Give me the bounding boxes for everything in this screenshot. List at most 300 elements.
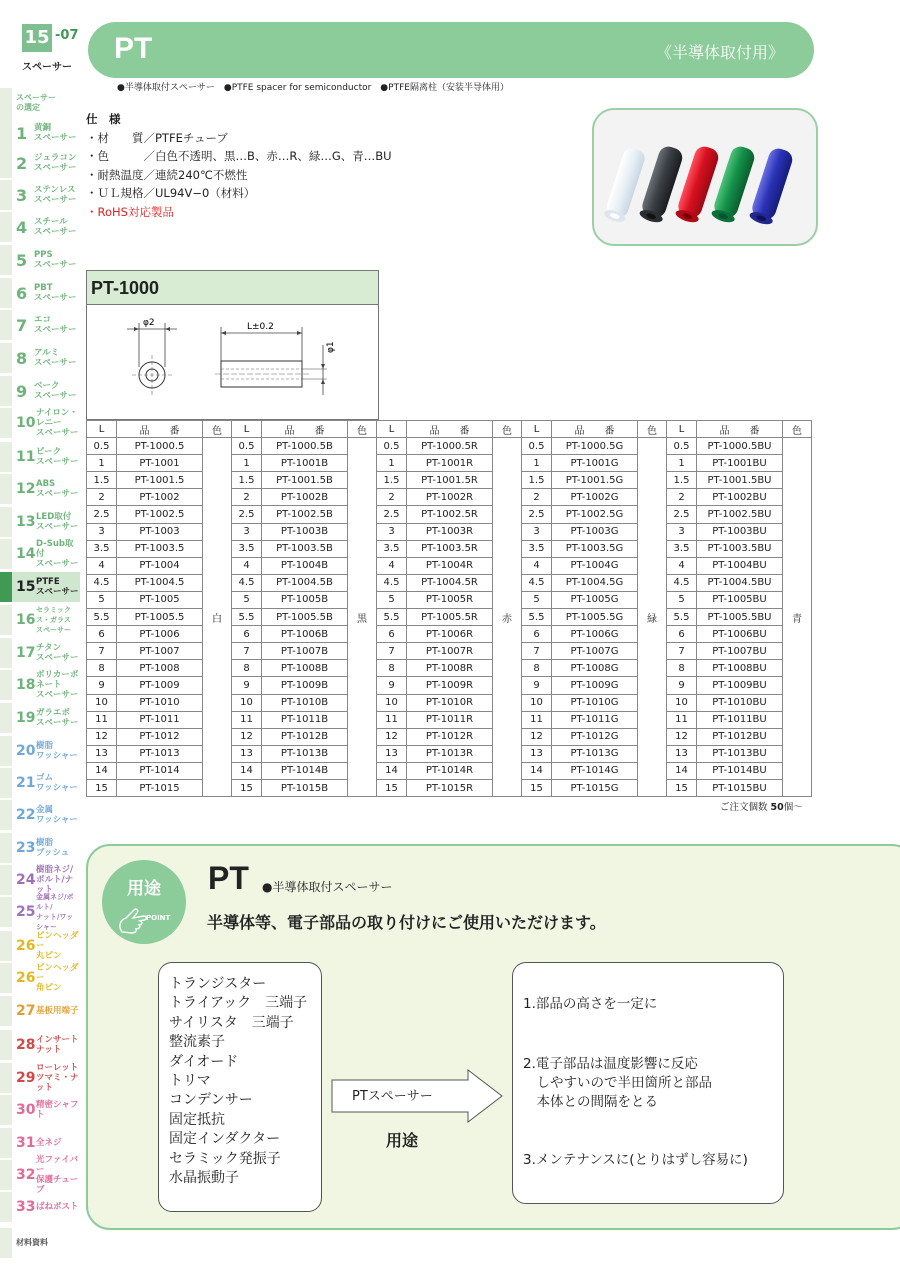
sidebar-item[interactable]: [0, 1192, 80, 1222]
length-cell: 3.5: [522, 540, 552, 557]
part-number-cell: PT-1013BU: [697, 745, 783, 762]
sidebar-item[interactable]: [0, 865, 80, 895]
sidebar-item-number: 8: [16, 348, 28, 368]
effect-item: 2.電子部品は温度影響に反応 しやすいので半田箇所と部品 本体との間隔をとる: [523, 1056, 712, 1110]
length-cell: 4.5: [232, 574, 262, 591]
sidebar-item-marker: [0, 670, 12, 700]
table-row: [87, 489, 812, 506]
length-cell: 0.5: [522, 438, 552, 455]
part-number-cell: PT-1002B: [262, 489, 348, 506]
sidebar-item[interactable]: [0, 1228, 80, 1258]
part-number-cell: PT-1001.5G: [552, 472, 638, 489]
sidebar-item[interactable]: [0, 893, 80, 931]
part-number-cell: PT-1000.5: [117, 438, 203, 455]
length-cell: 10: [232, 694, 262, 711]
table-row: [87, 711, 812, 728]
sidebar-item-label: LED取付 スペーサー: [36, 512, 79, 532]
part-number-cell: PT-1011R: [407, 711, 493, 728]
sidebar-item-marker: [0, 88, 12, 118]
part-number-cell: PT-1005G: [552, 591, 638, 608]
length-cell: 8: [232, 660, 262, 677]
length-cell: 13: [667, 745, 697, 762]
length-cell: 13: [87, 745, 117, 762]
sidebar-item[interactable]: [0, 703, 80, 733]
sidebar-item[interactable]: [0, 931, 80, 961]
point-label: POINT: [146, 914, 171, 922]
part-number-cell: PT-1007B: [262, 643, 348, 660]
spec-line: ・色 ／白色不透明、黒…B、赤…R、緑…G、青…BU: [86, 149, 392, 163]
length-cell: 15: [87, 779, 117, 796]
length-cell: 6: [377, 626, 407, 643]
length-cell: 1.5: [522, 472, 552, 489]
color-cell: 赤: [493, 438, 522, 797]
table-row: [87, 591, 812, 608]
table-row: [87, 762, 812, 779]
length-cell: 4.5: [522, 574, 552, 591]
component-item: 固定抵抗: [169, 1111, 225, 1128]
part-number-cell: PT-1003R: [407, 523, 493, 540]
table-row: [87, 677, 812, 694]
sidebar-item-number: 13: [16, 514, 36, 530]
sidebar-item-label: 精密シャフト: [36, 1100, 79, 1120]
length-cell: 5.5: [377, 609, 407, 626]
sidebar-item-label: スチール スペーサー: [34, 217, 77, 237]
part-number-cell: PT-1003.5B: [262, 540, 348, 557]
sidebar-item-marker: [0, 376, 12, 406]
sidebar-item-label: ゴム ワッシャー: [36, 773, 78, 793]
sidebar-item-label: スペーサー の選定: [16, 93, 56, 112]
length-cell: 14: [522, 762, 552, 779]
part-number-cell: PT-1002.5G: [552, 506, 638, 523]
sidebar-item[interactable]: [0, 507, 80, 537]
sidebar-item[interactable]: [0, 638, 80, 668]
length-cell: 4.5: [87, 574, 117, 591]
length-cell: 13: [522, 745, 552, 762]
sidebar-item-marker: [0, 833, 12, 863]
length-cell: 14: [667, 762, 697, 779]
table-row: [87, 506, 812, 523]
sidebar-item-marker: [0, 1063, 12, 1093]
part-number-cell: PT-1009G: [552, 677, 638, 694]
component-list-box: [158, 962, 322, 1212]
sidebar-item-marker: [0, 1128, 12, 1158]
sidebar-item-label: アルミ スペーサー: [34, 348, 77, 368]
column-header: 品 番: [552, 421, 638, 438]
lead-text: ●半導体取付スペーサー ●PTFE spacer for semiconductor ●PTFE隔离柱（安装半导体用）: [117, 83, 509, 93]
length-cell: 1: [232, 455, 262, 472]
sidebar-item-label: ポリカーボネート スペーサー: [36, 670, 79, 700]
sidebar-item-marker: [0, 148, 12, 178]
sidebar-item-label: ローレット ツマミ・ナット: [36, 1063, 79, 1093]
sidebar-item-number: 1: [16, 123, 28, 143]
part-number-cell: PT-1008: [117, 660, 203, 677]
length-cell: 1.5: [232, 472, 262, 489]
part-number-cell: PT-1011: [117, 711, 203, 728]
length-cell: 3: [87, 523, 117, 540]
sidebar-item-label: ピンヘッダー 角ピン: [36, 963, 79, 993]
length-cell: 5: [232, 591, 262, 608]
table-row: [87, 472, 812, 489]
part-number-cell: PT-1012R: [407, 728, 493, 745]
sidebar-item-number: 18: [16, 677, 36, 693]
sidebar-item[interactable]: [0, 572, 80, 602]
length-cell: 3: [377, 523, 407, 540]
sidebar-item[interactable]: [0, 833, 80, 863]
part-number-cell: PT-1013G: [552, 745, 638, 762]
part-number-cell: PT-1005: [117, 591, 203, 608]
length-cell: 0.5: [667, 438, 697, 455]
column-header: L: [377, 421, 407, 438]
usage-badge: 用途 POINT: [102, 860, 186, 944]
length-cell: 4.5: [377, 574, 407, 591]
length-cell: 7: [377, 643, 407, 660]
sidebar-item-label: ばねポスト: [36, 1202, 79, 1212]
part-number-cell: PT-1004B: [262, 557, 348, 574]
length-cell: 2.5: [522, 506, 552, 523]
part-number-cell: PT-1010B: [262, 694, 348, 711]
page-category: スペーサー: [22, 62, 72, 73]
length-cell: 3.5: [87, 540, 117, 557]
length-cell: 10: [522, 694, 552, 711]
length-cell: 1.5: [87, 472, 117, 489]
component-item: 整流素子: [169, 1034, 225, 1051]
length-cell: 8: [522, 660, 552, 677]
spacer-tubes-image: [594, 110, 818, 246]
sidebar-item-label: ピンヘッダー 丸ピン: [36, 931, 79, 961]
length-cell: 5: [87, 591, 117, 608]
sidebar-item[interactable]: [0, 118, 80, 148]
length-cell: 5.5: [87, 609, 117, 626]
length-cell: 0.5: [232, 438, 262, 455]
part-number-cell: PT-1002.5B: [262, 506, 348, 523]
length-cell: 7: [667, 643, 697, 660]
length-cell: 9: [232, 677, 262, 694]
part-number-cell: PT-1003.5BU: [697, 540, 783, 557]
sidebar-item-marker: [0, 118, 12, 148]
length-cell: 4: [667, 557, 697, 574]
sidebar-item[interactable]: [0, 376, 80, 406]
part-number-cell: PT-1002.5BU: [697, 506, 783, 523]
length-cell: 4.5: [667, 574, 697, 591]
sidebar-item[interactable]: [0, 148, 80, 178]
sidebar-item[interactable]: [0, 1095, 80, 1125]
length-cell: 11: [522, 711, 552, 728]
sidebar-item[interactable]: [0, 88, 80, 118]
part-number-cell: PT-1015G: [552, 779, 638, 796]
part-number-cell: PT-1001B: [262, 455, 348, 472]
length-cell: 1.5: [667, 472, 697, 489]
component-item: ダイオード: [169, 1053, 239, 1070]
sidebar-item-label: 光ファイバー 保護チューブ: [36, 1155, 79, 1195]
sidebar-item-number: 3: [16, 185, 28, 205]
sidebar-item-marker: [0, 638, 12, 668]
part-number-cell: PT-1012B: [262, 728, 348, 745]
part-number-cell: PT-1004BU: [697, 557, 783, 574]
table-row: [87, 523, 812, 540]
part-number-cell: PT-1014R: [407, 762, 493, 779]
part-number-cell: PT-1001.5B: [262, 472, 348, 489]
length-cell: 1: [377, 455, 407, 472]
sidebar-item[interactable]: [0, 245, 80, 275]
rohs-note: ・RoHS対応製品: [86, 204, 174, 219]
part-number-cell: PT-1014B: [262, 762, 348, 779]
page-title: PT: [114, 32, 153, 65]
table-row: [87, 574, 812, 591]
part-number-cell: PT-1001.5R: [407, 472, 493, 489]
component-item: サイリスタ 三端子: [169, 1014, 294, 1031]
sidebar-item-number: 2: [16, 153, 28, 173]
sidebar-item[interactable]: [0, 1063, 80, 1093]
column-header: 品 番: [407, 421, 493, 438]
sidebar-item-number: 23: [16, 840, 36, 856]
arrow-caption: 用途: [386, 1131, 419, 1150]
effect-item: 1.部品の高さを一定に: [523, 996, 658, 1012]
length-cell: 0.5: [377, 438, 407, 455]
part-number-cell: PT-1011B: [262, 711, 348, 728]
column-header: L: [87, 421, 117, 438]
sidebar-item[interactable]: [0, 605, 80, 635]
usage-description: 半導体等、電子部品の取り付けにご使用いただけます。: [207, 913, 606, 932]
page-subnumber: -07: [55, 28, 79, 43]
sidebar-item-number: 31: [16, 1135, 36, 1151]
length-cell: 15: [667, 779, 697, 796]
sidebar-item-number: 14: [16, 546, 36, 562]
length-cell: 4: [522, 557, 552, 574]
sidebar-item-number: 11: [16, 449, 36, 465]
sidebar-item[interactable]: [0, 212, 80, 242]
component-item: 水晶振動子: [169, 1170, 239, 1187]
sidebar-item[interactable]: [0, 1030, 80, 1060]
component-item: 固定インダクター: [169, 1131, 281, 1148]
sidebar-item-number: 15: [16, 579, 36, 595]
part-number-cell: PT-1001G: [552, 455, 638, 472]
color-cell: 黒: [348, 438, 377, 797]
length-cell: 1: [667, 455, 697, 472]
sidebar-item-marker: [0, 605, 12, 635]
part-number-cell: PT-1001R: [407, 455, 493, 472]
sidebar-item-number: 5: [16, 250, 28, 270]
length-cell: 1: [87, 455, 117, 472]
part-number-cell: PT-1003BU: [697, 523, 783, 540]
sidebar-item-number: 26: [16, 938, 36, 954]
sidebar-item[interactable]: [0, 1155, 80, 1195]
part-number-cell: PT-1000.5B: [262, 438, 348, 455]
column-header: 品 番: [262, 421, 348, 438]
page-header: [88, 22, 814, 78]
length-cell: 14: [377, 762, 407, 779]
sidebar-item-number: 29: [16, 1070, 36, 1086]
length-cell: 3: [667, 523, 697, 540]
length-cell: 11: [667, 711, 697, 728]
part-number-cell: PT-1013B: [262, 745, 348, 762]
spec-line: ・ＵＬ規格／UL94V−0（材料）: [86, 186, 256, 200]
sidebar-item[interactable]: [0, 800, 80, 830]
part-number-cell: PT-1001.5: [117, 472, 203, 489]
part-number-cell: PT-1008G: [552, 660, 638, 677]
sidebar-item-marker: [0, 800, 12, 830]
part-number-cell: PT-1012G: [552, 728, 638, 745]
sidebar-item[interactable]: [0, 474, 80, 504]
length-cell: 2.5: [232, 506, 262, 523]
sidebar-item-label: ベーク スペーサー: [34, 381, 77, 401]
sidebar-item-number: 33: [16, 1199, 36, 1215]
length-cell: 6: [667, 626, 697, 643]
product-photo: [592, 108, 818, 246]
sidebar-item-marker: [0, 310, 12, 340]
sidebar-item-marker: [0, 703, 12, 733]
part-number-cell: PT-1000.5BU: [697, 438, 783, 455]
sidebar-item-marker: [0, 212, 12, 242]
sidebar-item-label: PPS スペーサー: [34, 250, 77, 270]
length-cell: 5.5: [522, 609, 552, 626]
part-number-cell: PT-1005.5G: [552, 609, 638, 626]
sidebar-item-number: 16: [16, 612, 36, 628]
length-cell: 2: [667, 489, 697, 506]
length-cell: 9: [87, 677, 117, 694]
part-number-cell: PT-1012: [117, 728, 203, 745]
sidebar-item-number: 27: [16, 1003, 36, 1019]
length-cell: 1: [522, 455, 552, 472]
length-cell: 4: [87, 557, 117, 574]
sidebar-item[interactable]: [0, 768, 80, 798]
part-number-cell: PT-1002G: [552, 489, 638, 506]
part-number-cell: PT-1005B: [262, 591, 348, 608]
sidebar-item-number: 26: [16, 970, 36, 986]
column-header: L: [667, 421, 697, 438]
length-cell: 14: [87, 762, 117, 779]
sidebar-item-number: 28: [16, 1037, 36, 1053]
length-cell: 4: [377, 557, 407, 574]
sidebar-item[interactable]: [0, 736, 80, 766]
table-header-row: [87, 421, 812, 438]
length-cell: 2: [377, 489, 407, 506]
sidebar-item[interactable]: [0, 539, 80, 569]
sidebar-item[interactable]: [0, 408, 80, 438]
sidebar-item-marker: [0, 865, 12, 895]
sidebar-item-marker: [0, 736, 12, 766]
table-row: [87, 455, 812, 472]
length-cell: 14: [232, 762, 262, 779]
sidebar-item-number: 7: [16, 315, 28, 335]
sidebar-item-number: 30: [16, 1102, 36, 1118]
part-number-cell: PT-1014BU: [697, 762, 783, 779]
length-cell: 12: [87, 728, 117, 745]
sidebar-item-marker: [0, 343, 12, 373]
column-header: L: [232, 421, 262, 438]
length-cell: 3.5: [667, 540, 697, 557]
sidebar-item[interactable]: [0, 963, 80, 993]
part-number-cell: PT-1008BU: [697, 660, 783, 677]
sidebar-item-marker: [0, 963, 12, 993]
part-number-cell: PT-1002: [117, 489, 203, 506]
part-number-cell: PT-1015B: [262, 779, 348, 796]
part-number-cell: PT-1007: [117, 643, 203, 660]
part-number-cell: PT-1007BU: [697, 643, 783, 660]
part-number-cell: PT-1003G: [552, 523, 638, 540]
part-number-cell: PT-1008B: [262, 660, 348, 677]
sidebar-item-number: 20: [16, 743, 36, 759]
length-cell: 15: [522, 779, 552, 796]
sidebar-item-number: 24: [16, 872, 36, 888]
page-subtitle: 《半導体取付用》: [655, 43, 784, 62]
sidebar-item[interactable]: [0, 310, 80, 340]
sidebar-item[interactable]: [0, 996, 80, 1026]
part-number-cell: PT-1003.5: [117, 540, 203, 557]
sidebar-item-label: PTFE スペーサー: [36, 577, 79, 597]
part-number-cell: PT-1007G: [552, 643, 638, 660]
spec-line: ・材 質／PTFEチューブ: [86, 130, 228, 145]
sidebar: [0, 0, 82, 1272]
length-cell: 5: [667, 591, 697, 608]
length-cell: 9: [522, 677, 552, 694]
sidebar-item[interactable]: [0, 343, 80, 373]
sidebar-item-marker: [0, 572, 12, 602]
dim-length: L±0.2: [247, 322, 274, 332]
length-cell: 6: [87, 626, 117, 643]
part-number-cell: PT-1008R: [407, 660, 493, 677]
arrow-label: PTスペーサー: [352, 1089, 433, 1104]
part-number-cell: PT-1006R: [407, 626, 493, 643]
sidebar-item[interactable]: [0, 1128, 80, 1158]
length-cell: 8: [667, 660, 697, 677]
part-number-cell: PT-1013: [117, 745, 203, 762]
sidebar-item-marker: [0, 1095, 12, 1125]
length-cell: 8: [87, 660, 117, 677]
part-number-cell: PT-1014G: [552, 762, 638, 779]
column-header: 品 番: [117, 421, 203, 438]
part-number-cell: PT-1005BU: [697, 591, 783, 608]
length-cell: 12: [522, 728, 552, 745]
sidebar-item-marker: [0, 897, 12, 927]
length-cell: 8: [377, 660, 407, 677]
part-number-cell: PT-1010G: [552, 694, 638, 711]
sidebar-item[interactable]: [0, 442, 80, 472]
sidebar-item-number: 4: [16, 217, 28, 237]
effects-box: [512, 962, 784, 1204]
length-cell: 9: [667, 677, 697, 694]
sidebar-item[interactable]: [0, 180, 80, 210]
column-header: L: [522, 421, 552, 438]
part-number-cell: PT-1010: [117, 694, 203, 711]
part-number-cell: PT-1009R: [407, 677, 493, 694]
sidebar-item-label: ジュラコン スペーサー: [34, 153, 77, 173]
part-number-cell: PT-1007R: [407, 643, 493, 660]
effect-item: 3.メンテナンスに(とりはずし容易に): [523, 1152, 748, 1168]
table-row: [87, 660, 812, 677]
sidebar-item-number: 9: [16, 381, 28, 401]
part-number-cell: PT-1000.5G: [552, 438, 638, 455]
sidebar-item-marker: [0, 278, 12, 308]
part-number-cell: PT-1014: [117, 762, 203, 779]
sidebar-item[interactable]: [0, 670, 80, 700]
table-row: [87, 694, 812, 711]
sidebar-item-marker: [0, 931, 12, 961]
table-row: [87, 609, 812, 626]
sidebar-item-label: ガラエポ スペーサー: [36, 708, 79, 728]
sidebar-item-number: 17: [16, 645, 36, 661]
length-cell: 2.5: [667, 506, 697, 523]
column-header: 色: [493, 421, 522, 438]
part-number-cell: PT-1010BU: [697, 694, 783, 711]
color-cell: 青: [783, 438, 812, 797]
sidebar-item-marker: [0, 1160, 12, 1190]
dimension-drawing: [87, 305, 378, 419]
parts-table: [86, 420, 812, 797]
table-row: [87, 643, 812, 660]
column-header: 色: [638, 421, 667, 438]
sidebar-item-label: 金属ネジ/ボルト/ ナット/ワッシャー: [36, 893, 74, 931]
sidebar-item[interactable]: [0, 278, 80, 308]
